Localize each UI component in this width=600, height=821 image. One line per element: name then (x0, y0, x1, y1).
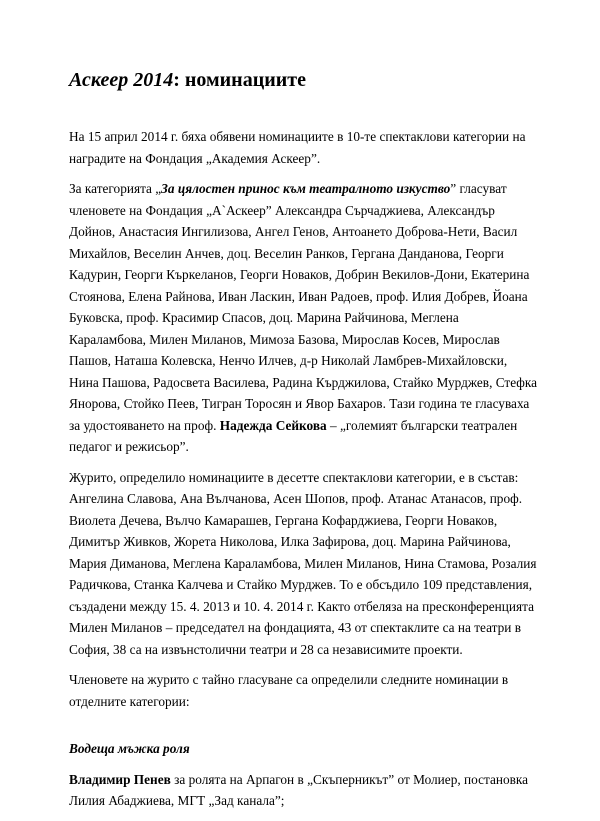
p2-after: – „големият български театрален педагог и режисьор”. (69, 417, 518, 454)
title-rest: : номинациите (173, 69, 306, 91)
lifetime-category-name: За цялостен принос към театралното изкуство (161, 181, 451, 196)
nominee-details: за ролята на Арпагон в „Скъперникът” от Молиер, постановка Лилия Абаджиева, МГТ „Зад канала”; (69, 771, 529, 808)
article-body (69, 126, 539, 821)
nomination-entry (69, 769, 539, 812)
paragraph-announcement: На 15 април 2014 г. бяха обявени номинациите в 10-те спектаклови категории на наградите на Фондация „Академия Аскеер”. (69, 129, 526, 166)
honoree-name: Надежда Сейкова (219, 417, 327, 433)
title-italic-part: Аскеер 2014 (69, 69, 174, 91)
paragraph-lifetime-category (69, 178, 539, 458)
paragraph-jury: Журито, определило номинациите в десетте спектаклови категории, е в състав: Ангелина Славова, Ана Вълчанова, Асен Шопов, проф. Атанас Атанасов, проф. Виолета Дечева, Вълчо Камарашев, Гергана Кофарджиева, Георги Новаков, Димитър Живков, Жорета Николова, Илка Зафирова, доц. Марина Райчинова, Мария Диманова, Меглена Караламбова, Милен Миланов, Нина Стамова, Розалия Радичкова, Станка Калчева и Стайко Мурджев. То е обсъдило 109 представления, създадени между 15. 4. 2013 и 10. 4. 2014 г. Както отбеляза на пресконференцията Милен Миланов – председател на фондацията, 43 от спектаклите са на театри в София, 38 са на извънстолични театри и 28 са независимите проекти. (69, 469, 537, 657)
p2-before: За категорията „ (69, 181, 162, 196)
section-heading-lead-male-role: Водеща мъжка роля (69, 741, 190, 756)
p2-middle: ” гласуват членовете на Фондация „А`Аскеер” Александра Сърчаджиева, Александър Дойнов, Анастасия Ингилизова, Ангел Генов, Антоането Доброва-Нети, Васил Михайлов, Веселин Анчев, доц. Веселин Ранков, Гергана Данданова, Георги Кадурин, Георги Къркеланов, Георги Новаков, Добрин Векилов-Дони, Екатерина Стоянова, Елена Райнова, Иван Ласкин, Иван Радоев, проф. Илия Добрев, Йоана Буковска, проф. Красимир Спасов, доц. Марина Райчинова, Меглена Караламбова, Милен Миланов, Мимоза Базова, Мирослав Косев, Мирослав Пашов, Наташа Колевска, Ненчо Илчев, д-р Николай Ламбрев-Михайловски, Нина Пашова, Радосвета Василева, Радина Кърджилова, Стайко Мурджев, Стефка Янорова, Стойко Пеев, Тигран Торосян и Явор Бахаров. Тази година те гласуваха за удостояването на проф. (69, 181, 538, 433)
nominee-name: Владимир Пенев (69, 771, 171, 787)
paragraph-jury-nominations: Членовете на журито с тайно гласуване са определили следните номинации в отделните категории: (69, 672, 509, 709)
page-title (69, 67, 306, 93)
